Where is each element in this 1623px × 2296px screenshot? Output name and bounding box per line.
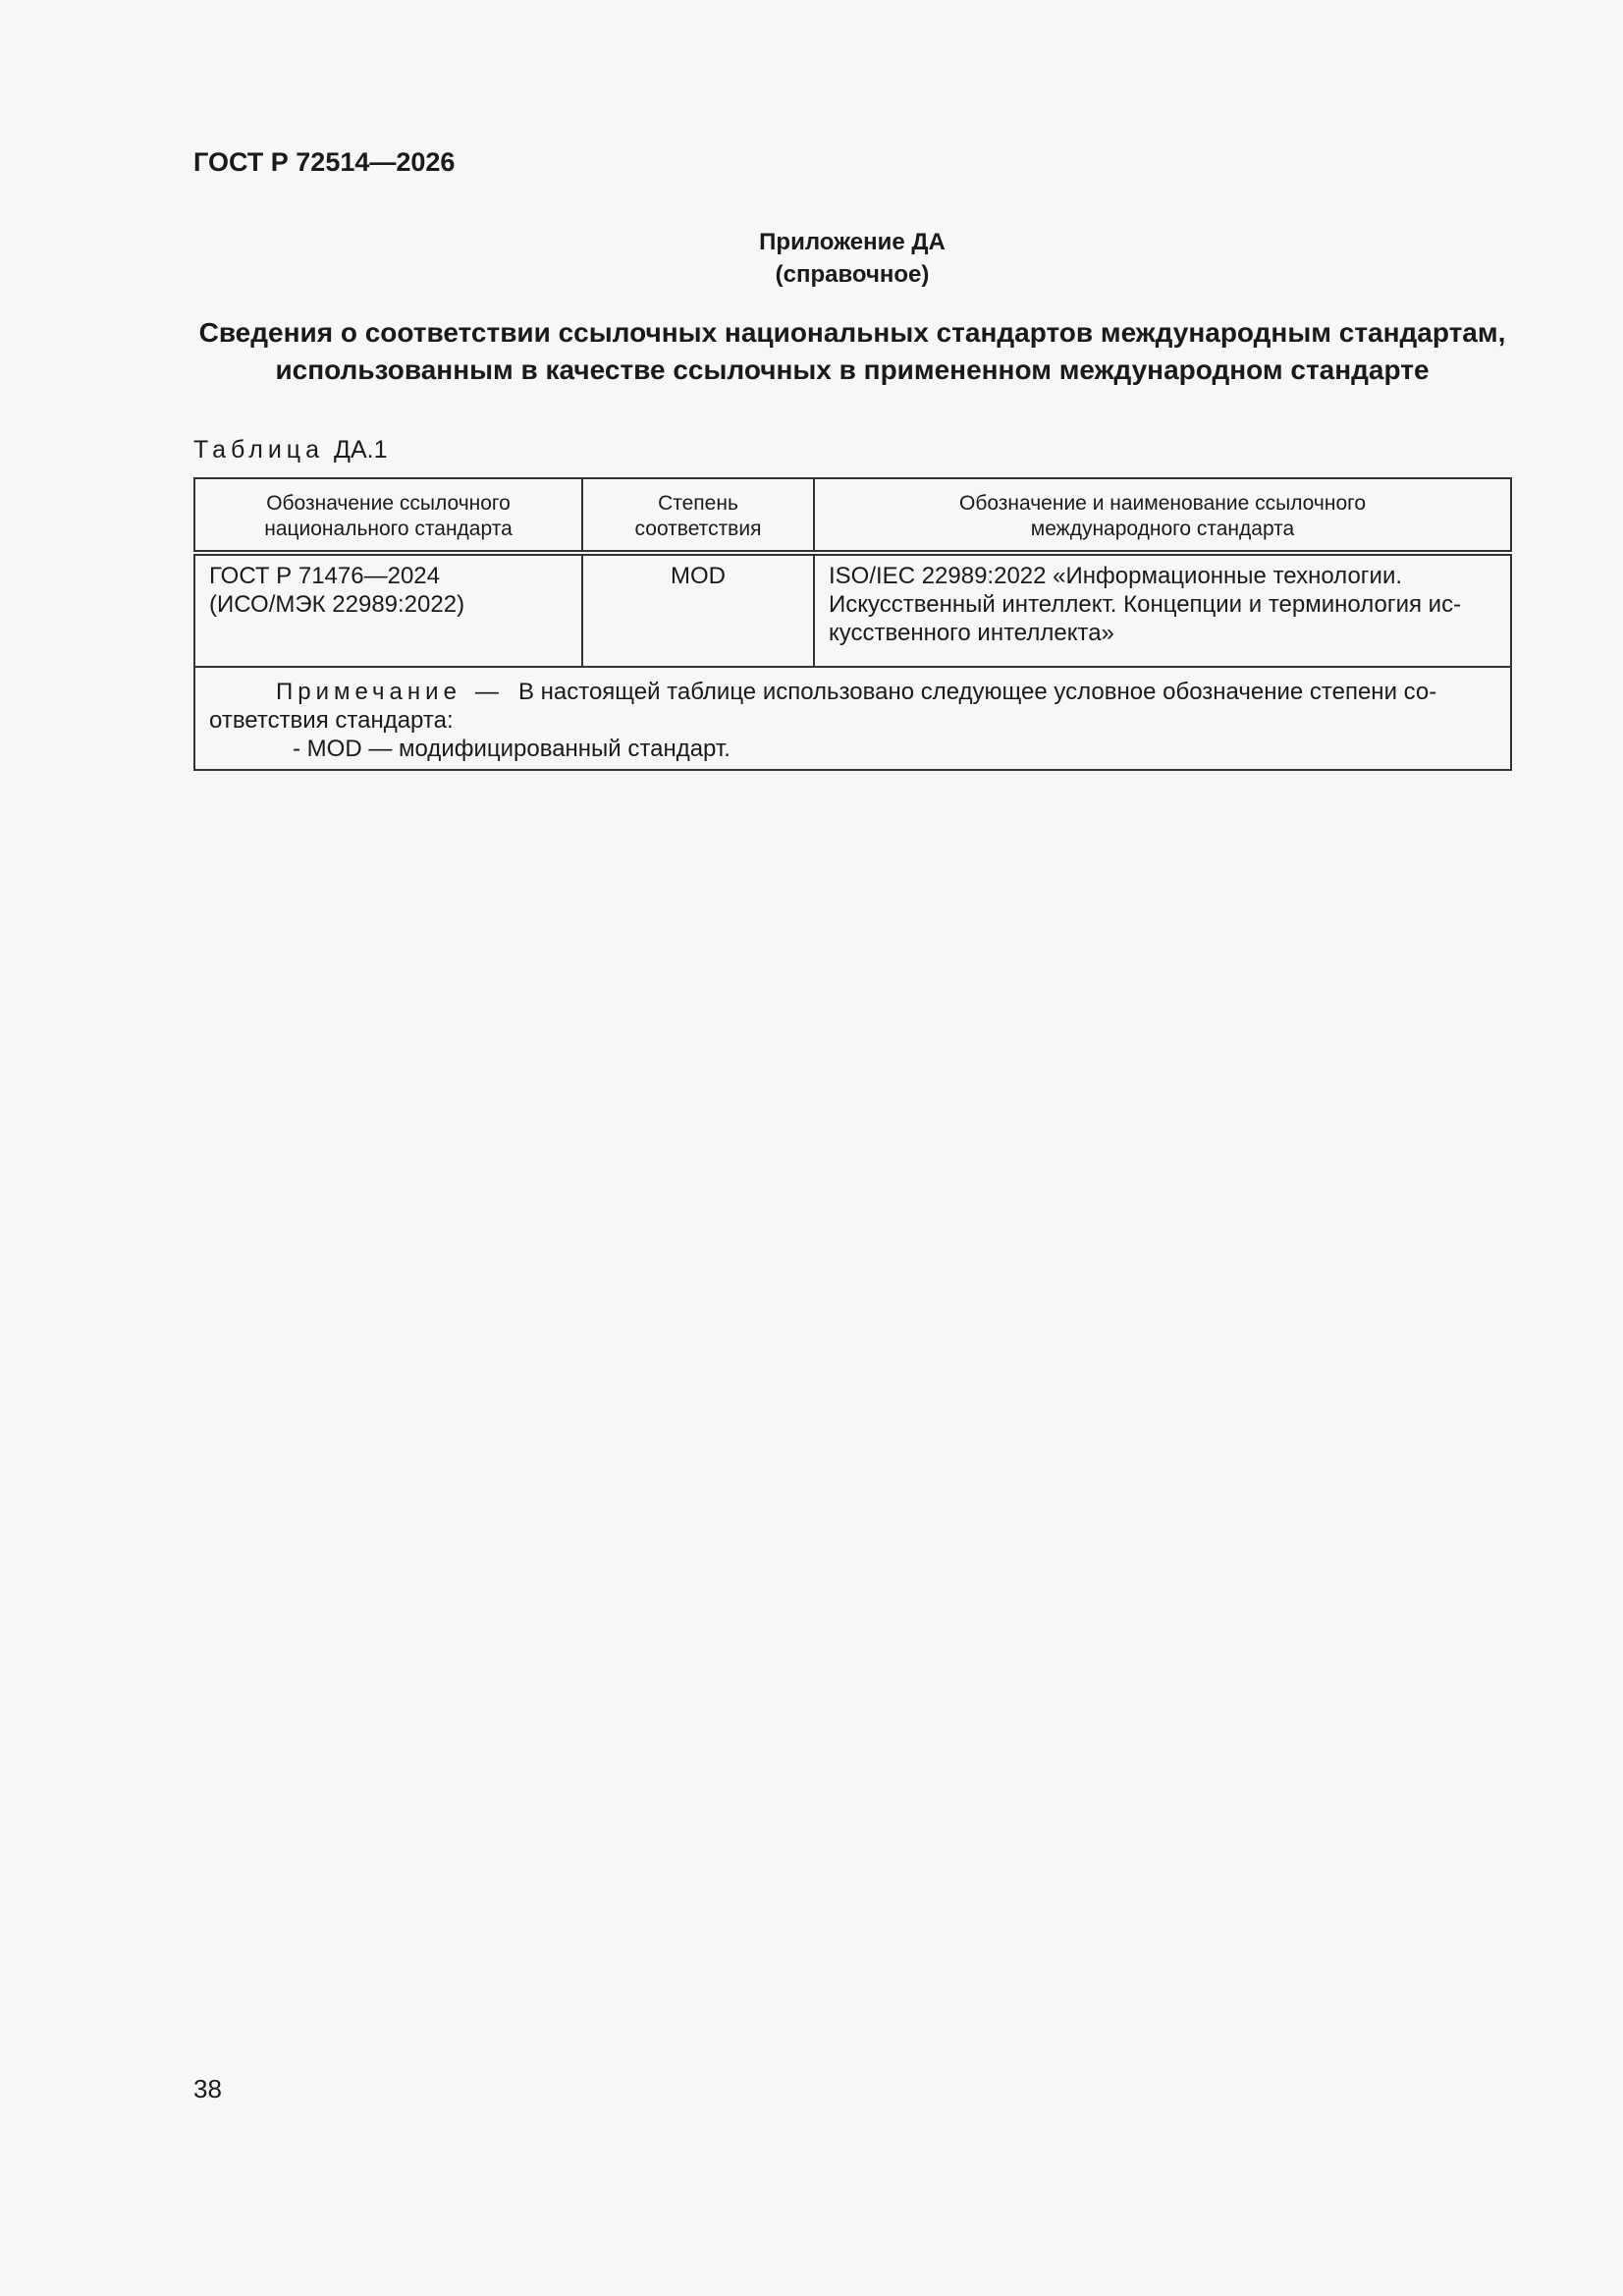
annex-heading — [193, 226, 1511, 291]
note-text: В настоящей таблице использовано следующее условное обозначение степени со- — [517, 679, 1437, 705]
table-header-row — [194, 478, 1511, 553]
cell-national-standard — [194, 553, 582, 667]
table-note — [194, 667, 1511, 770]
cell-line: ISO/IEC 22989:2022 «Информационные технологии. — [829, 563, 1403, 589]
table-note-row — [194, 667, 1511, 770]
table-row — [194, 553, 1511, 667]
column-header-international-standard — [814, 478, 1511, 553]
annex-title — [193, 314, 1511, 389]
cell-line: ГОСТ Р 71476—2024 — [209, 563, 440, 589]
note-second-line: ответствия стандарта: — [209, 707, 454, 734]
cell-degree: MOD — [582, 553, 814, 667]
column-header-line: Степень — [658, 492, 738, 515]
cell-line: Искусственный интеллект. Концепции и терминология ис- — [829, 591, 1462, 618]
note-item: - MOD — модифицированный стандарт. — [293, 736, 730, 762]
annex-title-line-1: Сведения о соответствии ссылочных национальных стандартов международным стандартам, — [198, 317, 1506, 348]
column-header-line: соответствия — [634, 518, 762, 540]
reference-standards-table — [193, 477, 1512, 771]
column-header-line: Обозначение ссылочного — [266, 492, 511, 515]
cell-international-standard — [814, 553, 1511, 667]
table-caption-number: ДА.1 — [334, 436, 388, 464]
annex-title-line-2: использованным в качестве ссылочных в примененном международном стандарте — [275, 355, 1430, 385]
page-number: 38 — [193, 2074, 222, 2104]
annex-type: (справочное) — [775, 261, 930, 288]
annex-label: Приложение ДА — [759, 229, 946, 255]
table-caption-prefix: Таблица — [193, 436, 325, 464]
document-code: ГОСТ Р 72514—2026 — [193, 147, 456, 177]
note-label: Примечание — [276, 679, 461, 705]
cell-line: (ИСО/МЭК 22989:2022) — [209, 591, 465, 618]
note-dash: — — [474, 679, 499, 705]
table-caption — [193, 436, 388, 465]
column-header-line: Обозначение и наименование ссылочного — [958, 492, 1366, 515]
cell-line: кусственного интеллекта» — [829, 620, 1114, 646]
note-first-line — [209, 678, 1496, 706]
column-header-line: национального стандарта — [264, 518, 513, 540]
column-header-degree — [582, 478, 814, 553]
column-header-line: международного стандарта — [1030, 518, 1295, 540]
column-header-national-standard — [194, 478, 582, 553]
